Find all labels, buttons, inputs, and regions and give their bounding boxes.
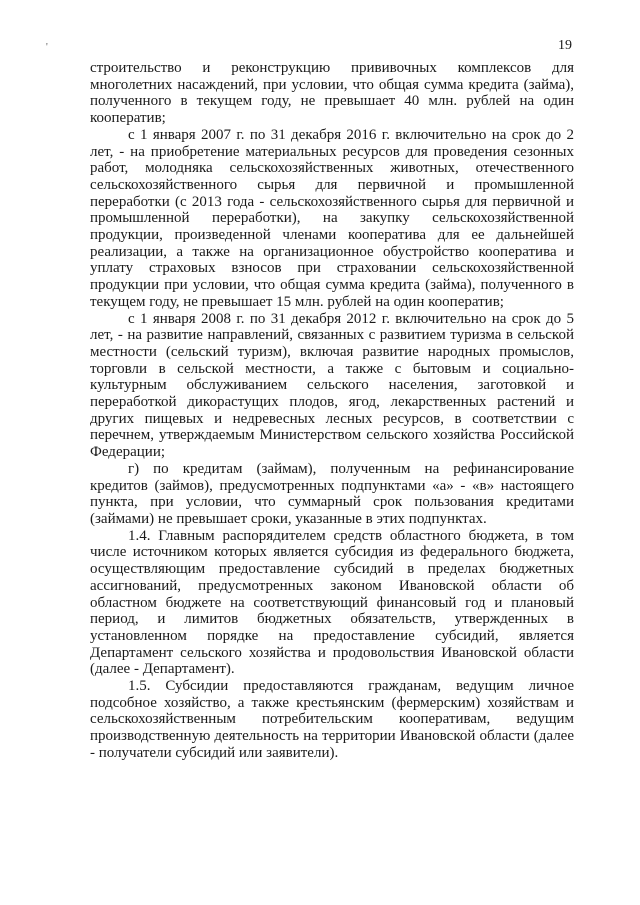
paragraph-continuation: строительство и реконструкцию прививочных комплексов для многолетних насаждений, при условии, что общая сумма кредита (займа), полученного в текущем году, не превышает 40 млн. рублей на один кооператив; [90, 60, 574, 127]
paragraph-1-4: 1.4. Главным распорядителем средств областного бюджета, в том числе источником которых является субсидия из федерального бюджета, осуществляющим предоставление субсидий в пределах бюджетных ассигнований, предусмотренных законом Ивановской области об областном бюджете на соответствующий финансовый год и плановый период, и лимитов бюджетных обязательств, утвержденных в установленном порядке на предоставление субсидий, является Департамент сельского хозяйства и продовольствия Ивановской области (далее - Департамент). [90, 527, 574, 678]
stray-mark: ' [46, 42, 48, 53]
paragraph-1-5: 1.5. Субсидии предоставляются гражданам, ведущим личное подсобное хозяйство, а также крестьянским (фермерским) хозяйствам и сельскохозяйственным потребительским кооперативам, ведущим производственную деятельность на территории Ивановской области (далее - получатели субсидий или заявители). [90, 678, 574, 761]
paragraph-credit-2008-2012: с 1 января 2008 г. по 31 декабря 2012 г. включительно на срок до 5 лет, - на развитие направлений, связанных с развитием туризма в сельской местности (сельский туризм), включая развитие народных промыслов, торговли в сельской местности, а также с бытовым и социально-культурным обслуживанием сельского населения, заготовкой и переработкой дикорастущих плодов, ягод, лекарственных растений и других пищевых и недревесных лесных ресурсов, в соответствии с перечнем, утверждаемым Министерством сельского хозяйства Российской Федерации; [90, 310, 574, 461]
document-body [90, 60, 574, 762]
paragraph-credit-2007-2016: с 1 января 2007 г. по 31 декабря 2016 г. включительно на срок до 2 лет, - на приобретение материальных ресурсов для проведения сезонных работ, молодняка сельскохозяйственных животных, отечественного сельскохозяйственного сырья для первичной и промышленной переработки (с 2013 года - сельскохозяйственного сырья для первичной и промышленной переработки), на закупку сельскохозяйственной продукции, произведенной членами кооператива для ее дальнейшей реализации, а также на организационное обустройство кооператива и уплату страховых взносов при страховании сельскохозяйственной продукции при условии, что общая сумма кредита (займа), полученного в текущем году, не превышает 15 млн. рублей на один кооператив; [90, 126, 574, 310]
paragraph-refinancing: г) по кредитам (займам), полученным на рефинансирование кредитов (займов), предусмотренных подпунктами «а» - «в» настоящего пункта, при условии, что суммарный срок пользования кредитами (займами) не превышает сроки, указанные в этих подпунктах. [90, 460, 574, 527]
page-number: 19 [558, 38, 572, 53]
